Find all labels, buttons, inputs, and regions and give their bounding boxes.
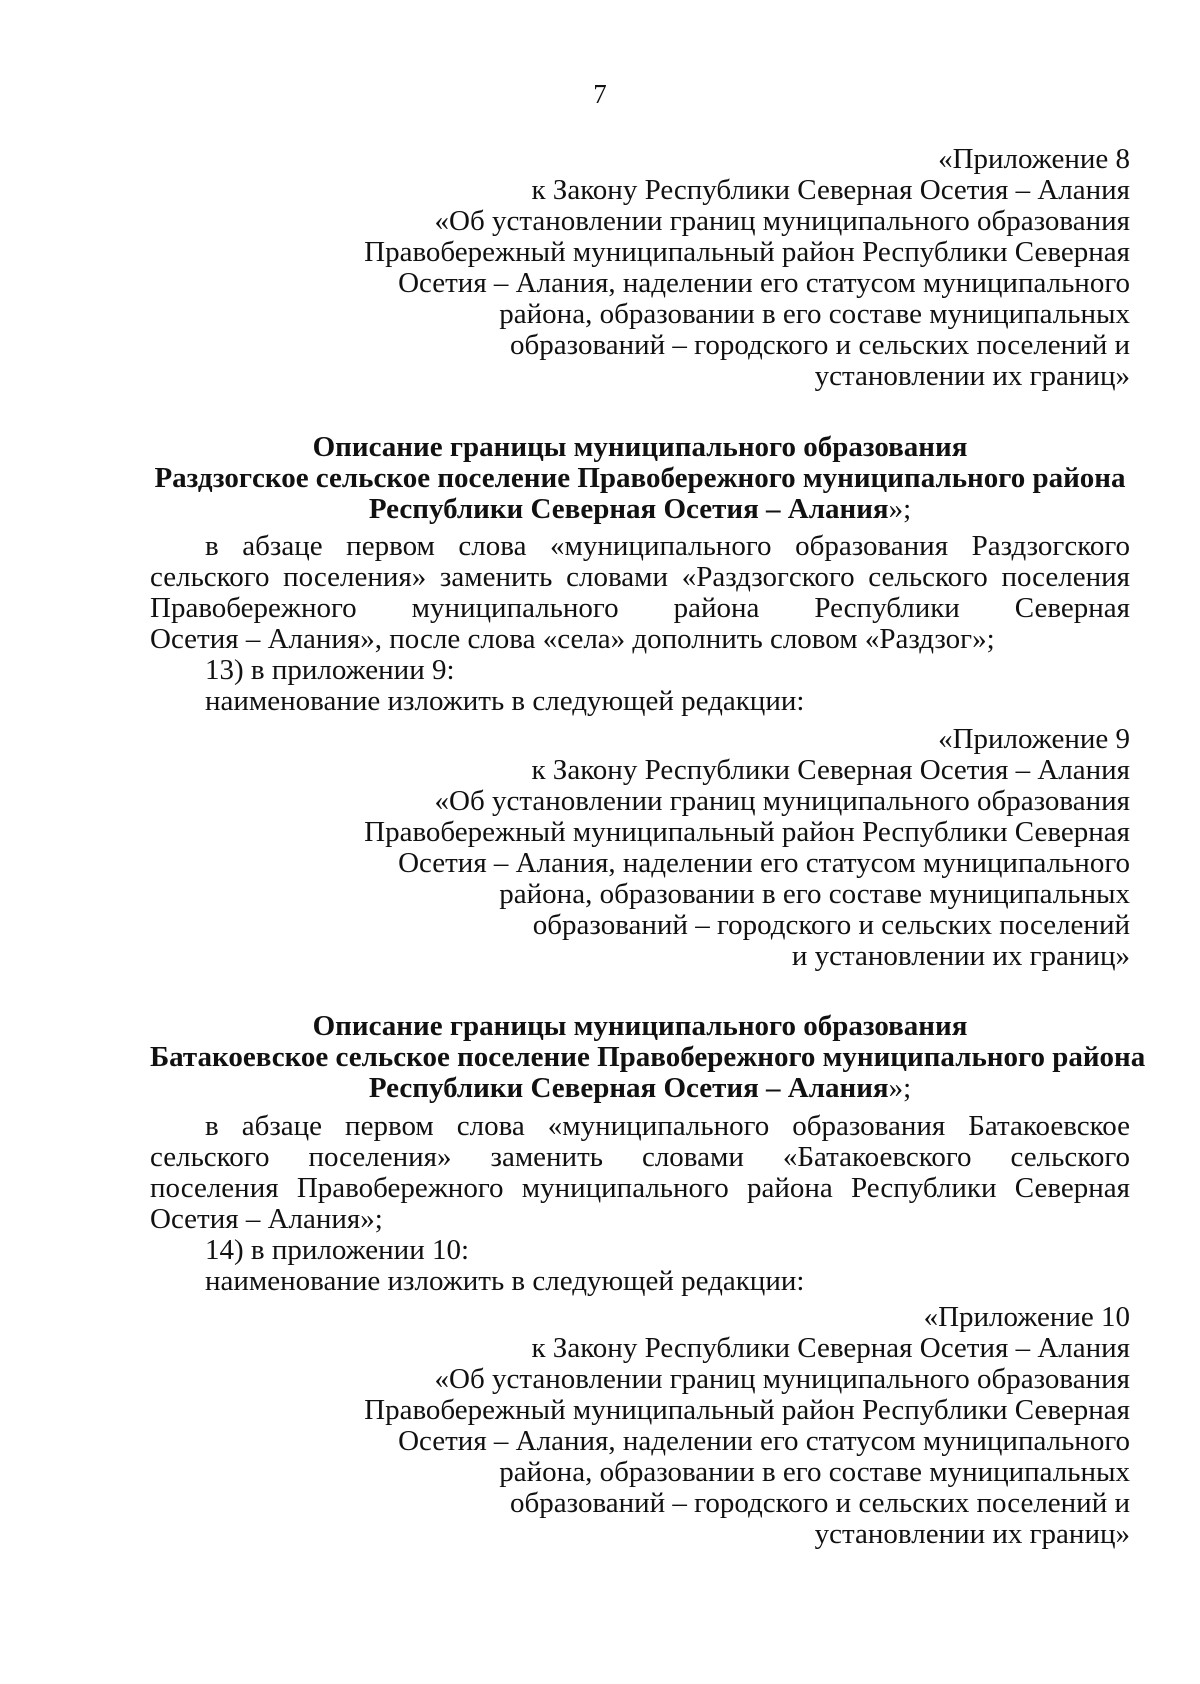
appendix-9-title-line: Батакоевское сельское поселение Правобережного муниципального района [150,1041,1146,1073]
paragraph-raddzog [150,531,1130,717]
appendix-8-title-last: Республики Северная Осетия – Алания [368,493,889,525]
appendix-10-header-line: «Об установлении границ муниципального образования [434,1363,1130,1395]
appendix-9-title-line: Описание границы муниципального образования [312,1010,968,1042]
paragraph-line: поселения Правобережного муниципального района Республики Северная [150,1172,1130,1204]
paragraph-line: Осетия – Алания», после слова «села» дополнить словом «Раздзог»; [150,623,995,655]
appendix-10-header-line: к Закону Республики Северная Осетия – Алания [531,1332,1130,1364]
item-14-text: наименование изложить в следующей редакции: [205,1265,805,1297]
page-number: 7 [593,79,607,109]
appendix-10-header-line: «Приложение 10 [923,1301,1130,1333]
paragraph-line: сельского поселения» заменить словами «Раздзогского сельского поселения [150,561,1130,593]
appendix-10-header-line: Правобережный муниципальный район Республики Северная [364,1394,1130,1426]
appendix-10-header-line: Осетия – Алания, наделении его статусом муниципального [398,1425,1130,1457]
appendix-9-header-line: района, образовании в его составе муниципальных [499,878,1130,910]
appendix-8-header-line: образований – городского и сельских поселений и [510,329,1130,361]
appendix-8-header-line: Правобережный муниципальный район Республики Северная [364,236,1130,268]
appendix-9-header-line: к Закону Республики Северная Осетия – Алания [531,754,1130,786]
appendix-9-header-line: Осетия – Алания, наделении его статусом муниципального [398,847,1130,879]
appendix-9-header [150,724,1130,972]
appendix-8-header-line: «Приложение 8 [938,143,1130,175]
paragraph-batakoevskoe [150,1111,1130,1297]
appendix-9-title [150,1010,1146,1104]
item-13-text: наименование изложить в следующей редакции: [205,685,805,717]
appendix-10-header-line: района, образовании в его составе муниципальных [499,1456,1130,1488]
appendix-8-header-line: Осетия – Алания, наделении его статусом муниципального [398,267,1130,299]
item-14: 14) в приложении 10: [205,1234,470,1266]
paragraph-line: Правобережного муниципального района Республики Северная [150,592,1130,624]
paragraph-line: сельского поселения» заменить словами «Батакоевского сельского [150,1141,1130,1173]
appendix-8-title-line [150,494,1130,525]
appendix-8-header-line: установлении их границ» [814,360,1130,392]
appendix-8-title [150,432,1130,525]
appendix-9-title-tail: »; [888,1072,912,1104]
appendix-9-title-line [150,1073,1130,1104]
appendix-8-header-line: района, образовании в его составе муниципальных [499,298,1130,330]
appendix-8-title-line: Раздзогское сельское поселение Правобережного муниципального района [154,462,1126,494]
appendix-10-header [150,1302,1130,1550]
appendix-8-title-tail: »; [888,493,912,525]
paragraph-line: в абзаце первом слова «муниципального образования Батакоевское [205,1110,1130,1142]
appendix-9-header-line: образований – городского и сельских поселений [532,909,1130,941]
appendix-9-title-last: Республики Северная Осетия – Алания [368,1072,889,1104]
appendix-9-header-line: «Об установлении границ муниципального образования [434,785,1130,817]
appendix-9-header-line: Правобережный муниципальный район Республики Северная [364,816,1130,848]
appendix-8-title-line: Описание границы муниципального образования [312,431,968,463]
paragraph-line: Осетия – Алания»; [150,1203,383,1235]
appendix-8-header-line: к Закону Республики Северная Осетия – Алания [531,174,1130,206]
paragraph-line: в абзаце первом слова «муниципального образования Раздзогского [205,530,1130,562]
appendix-10-header-line: установлении их границ» [814,1518,1130,1550]
appendix-8-header-line: «Об установлении границ муниципального образования [434,205,1130,237]
appendix-9-header-line: и установлении их границ» [791,940,1130,972]
item-13: 13) в приложении 9: [205,654,455,686]
appendix-10-header-line: образований – городского и сельских поселений и [510,1487,1130,1519]
appendix-8-header [150,144,1130,392]
appendix-9-header-line: «Приложение 9 [938,723,1130,755]
